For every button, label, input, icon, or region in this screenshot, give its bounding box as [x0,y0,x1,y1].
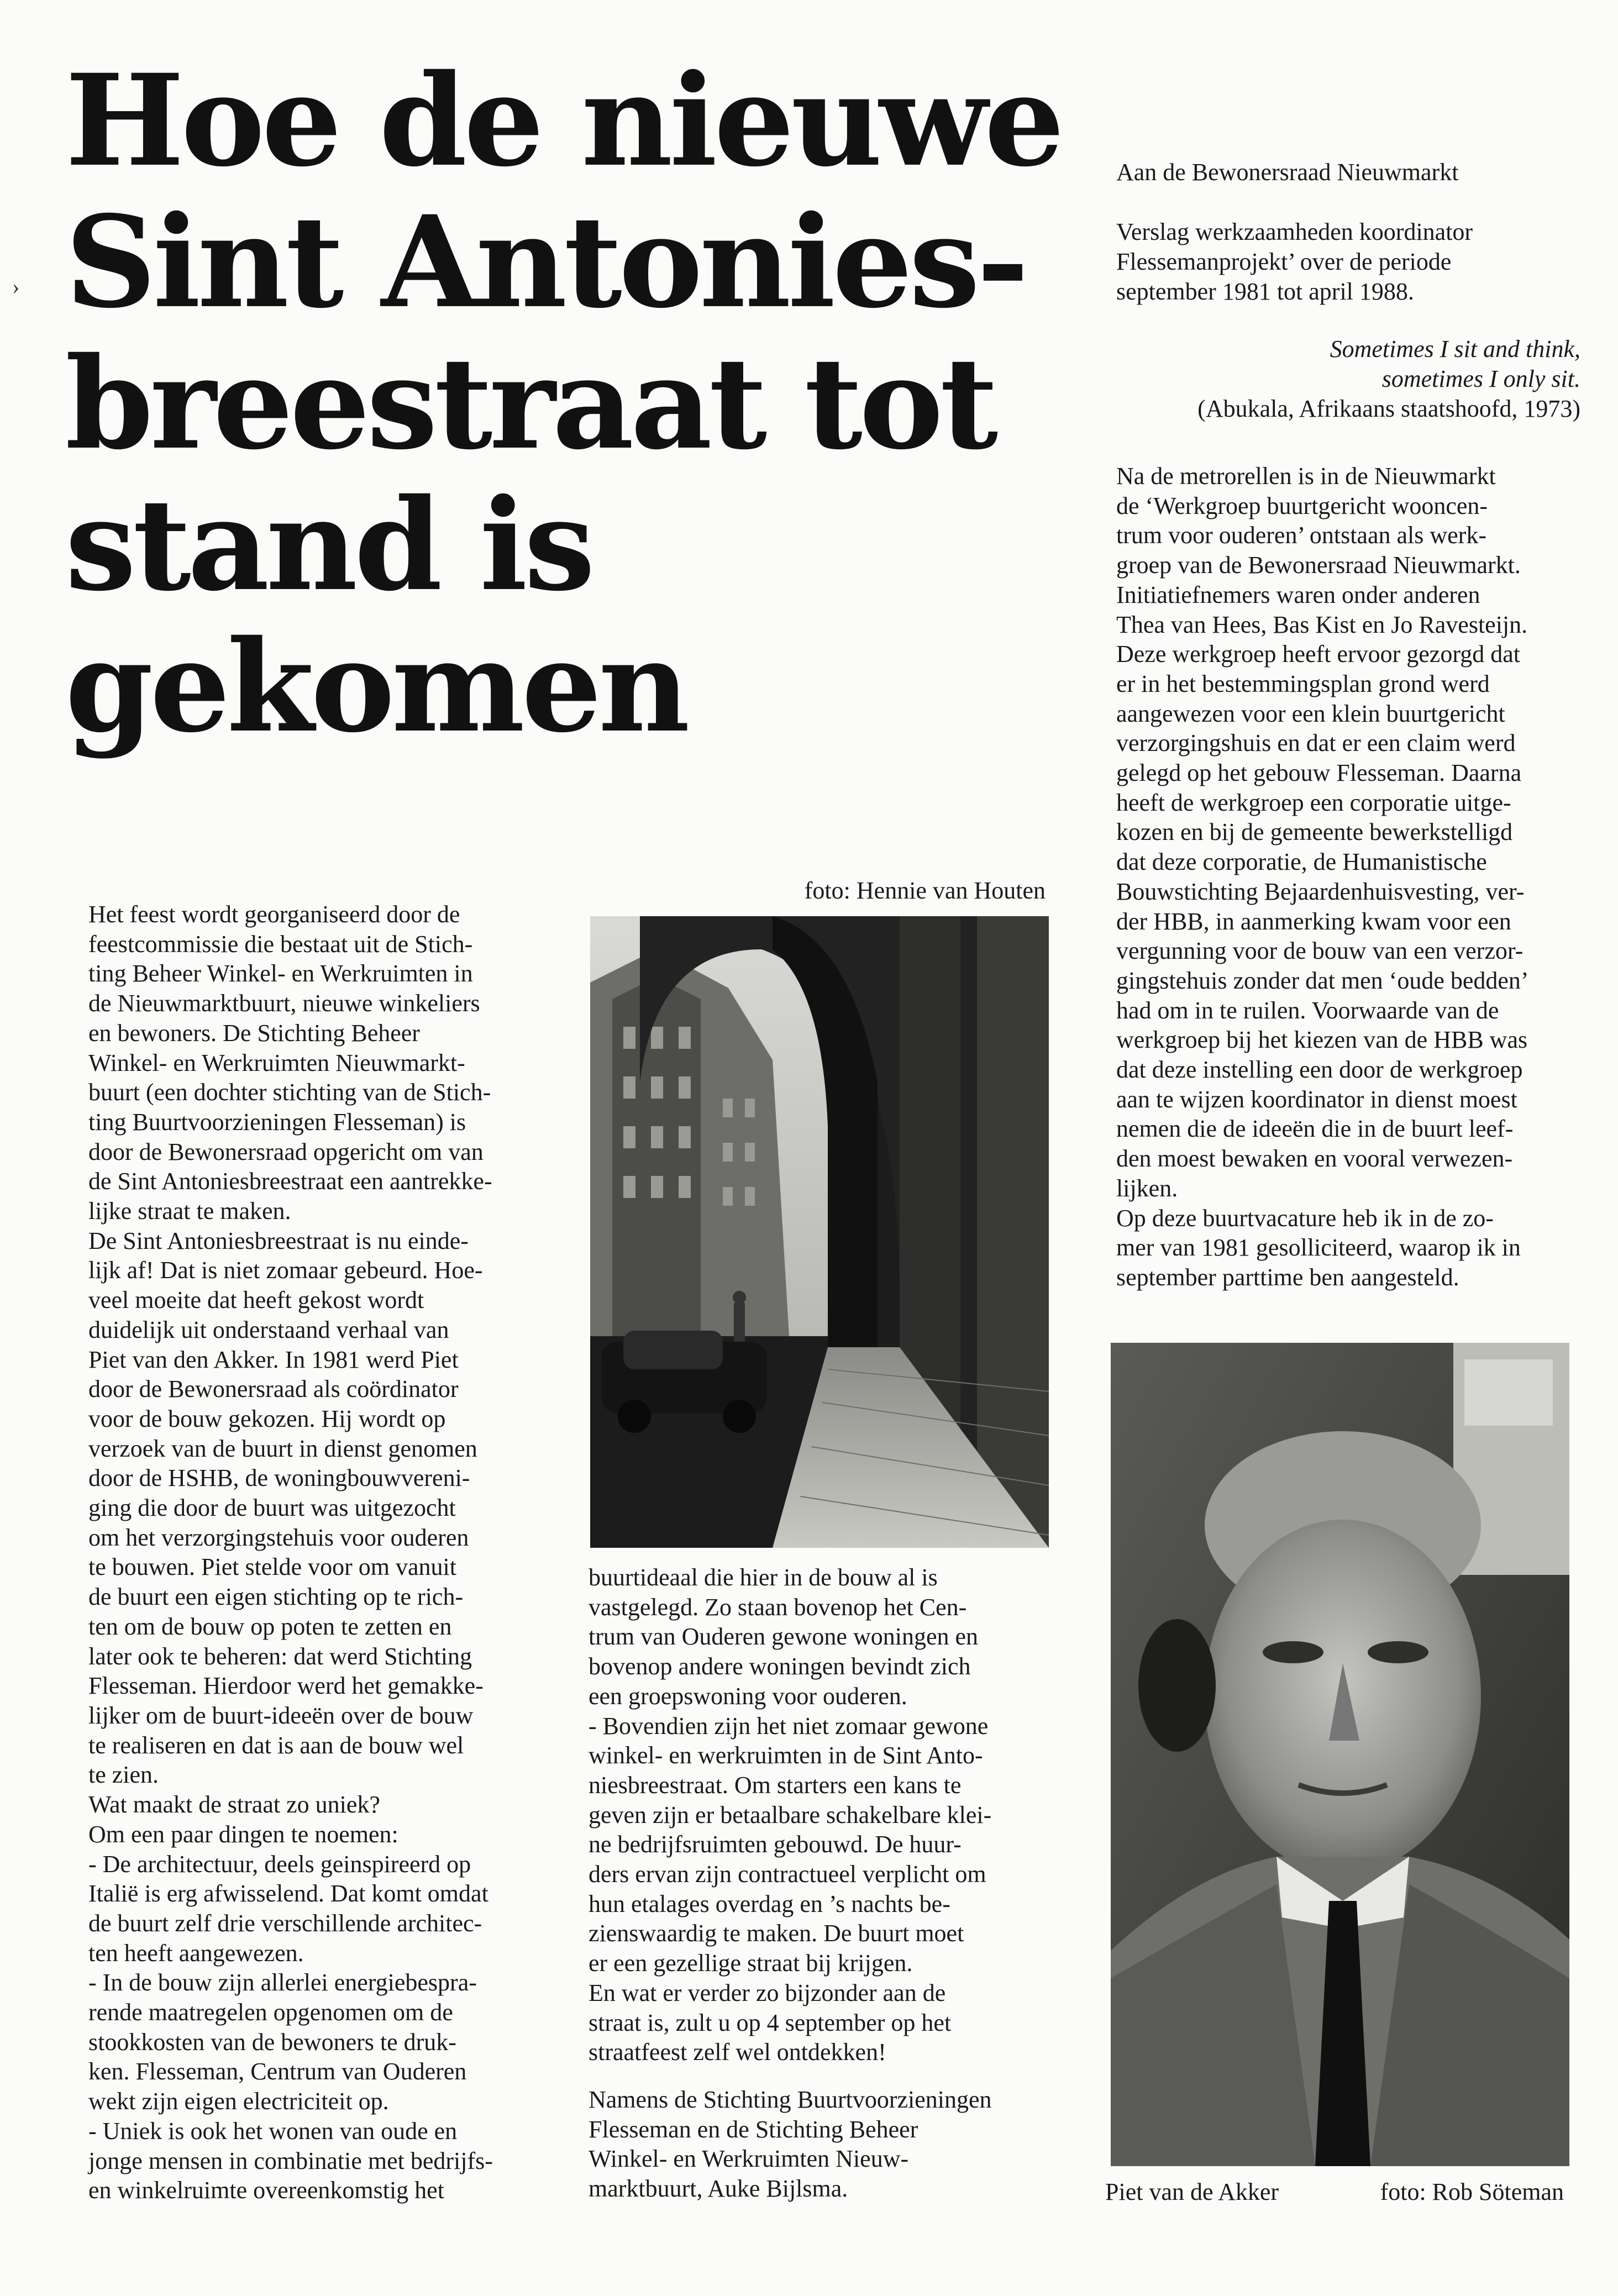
text-line: Piet van den Akker. In 1981 werd Piet [88,1346,459,1373]
text-line: verzoek van de buurt in dienst genomen [88,1435,477,1462]
text-line: rende maatregelen opgenomen om de [88,1999,453,2026]
text-line: wekt zijn eigen electriciteit op. [88,2088,389,2115]
report-title-line: september 1981 tot april 1988. [1116,278,1414,305]
text-line: lijk af! Dat is niet zomaar gebeurd. Hoe- [88,1257,483,1284]
text-line: geven zijn er betaalbare schakelbare klei- [589,1801,992,1829]
text-line: Na de metrorellen is in de Nieuwmarkt [1116,463,1496,490]
text-line: en bewoners. De Stichting Beheer [88,1019,420,1047]
quote-line: Sometimes I sit and think, [1330,335,1580,362]
quote-line: sometimes I only sit. [1381,365,1580,392]
text-line: Thea van Hees, Bas Kist en Jo Ravesteijn. [1116,611,1528,638]
text-line: Om een paar dingen te noemen: [88,1820,398,1848]
text-line: ting Beheer Winkel- en Werkruimten in [88,960,473,987]
text-line: dat deze instelling een door de werkgroep [1116,1056,1523,1084]
text-line: had om in te ruilen. Voorwaarde van de [1116,996,1499,1024]
report-title-line: Verslag werkzaamheden koordinator [1116,218,1473,245]
text-line: Italië is erg afwisselend. Dat komt omdat [88,1880,488,1908]
signoff-line: Winkel- en Werkruimten Nieuw- [589,2145,909,2173]
text-line: en winkelruimte overeenkomstig het [88,2177,444,2204]
text-line: bovenop andere woningen bevindt zich [589,1653,971,1680]
signoff-line: Flesseman en de Stichting Beheer [589,2115,918,2143]
text-line: groep van de Bewonersraad Nieuwmarkt. [1116,551,1521,579]
text-line: ging die door de buurt was uitgezocht [88,1494,456,1522]
text-line: ken. Flesseman, Centrum van Ouderen [88,2058,467,2085]
text-line: dat deze corporatie, de Humanistische [1116,848,1487,876]
text-line: straatfeest zelf wel ontdekken! [589,2038,886,2066]
text-line: heeft de werkgroep een corporatie uitge- [1116,789,1511,816]
portrait-caption-credit: foto: Rob Söteman [1380,2178,1564,2205]
article-column-3 [1116,461,1580,1293]
text-line: kozen en bij de gemeente bewerkstelligd [1116,818,1513,846]
text-line: lijke straat te maken. [88,1197,291,1225]
text-line: een groepswoning voor ouderen. [589,1682,907,1710]
portrait-photo [1111,1343,1569,2166]
text-line: zienswaardig te maken. De buurt moet [589,1920,964,1947]
text-line: - De architectuur, deels geinspireerd op [88,1850,471,1878]
text-line: vergunning voor de bouw van een verzor- [1116,937,1524,965]
text-line: ders ervan zijn contractueel verplicht om [589,1861,986,1888]
text-line: de Sint Antoniesbreestraat een aantrekke- [88,1168,492,1195]
text-line: Winkel- en Werkruimten Nieuwmarkt- [88,1049,465,1076]
text-line: door de Bewonersraad opgericht om van [88,1138,484,1165]
text-line: om het verzorgingstehuis voor ouderen [88,1523,469,1551]
text-line: de Nieuwmarktbuurt, nieuwe winkeliers [88,990,480,1017]
text-line: ting Buurtvoorzieningen Flesseman) is [88,1108,466,1136]
text-line: ten om de bouw op poten te zetten en [88,1612,452,1640]
text-line: later ook te beheren: dat werd Stichting [88,1642,472,1670]
text-line: trum van Ouderen gewone woningen en [589,1623,979,1651]
text-line: gingstehuis zonder dat men ‘oude bedden’ [1116,966,1529,994]
text-line: verzorgingshuis en dat er een claim werd [1116,729,1516,757]
text-line: duidelijk uit onderstaand verhaal van [88,1316,449,1343]
text-line: te realiseren en dat is aan de bouw wel [88,1731,464,1759]
quote-attribution: (Abukala, Afrikaans staatshoofd, 1973) [1197,395,1580,422]
text-line: buurt (een dochter stichting van de Stich- [88,1079,491,1106]
headline-line: breestraat tot [65,329,995,477]
text-line: september parttime ben aangesteld. [1116,1263,1459,1291]
text-line: de buurt een eigen stichting op te rich- [88,1583,464,1611]
text-line: jonge mensen in combinatie met bedrijfs- [88,2147,493,2174]
text-line: Initiatiefnemers waren onder anderen [1116,581,1480,608]
text-line: nemen die de ideeën die in de buurt leef- [1116,1115,1514,1143]
text-line: gelegd op het gebouw Flesseman. Daarna [1116,759,1522,787]
text-line: lijker om de buurt-ideeën over de bouw [88,1701,474,1729]
text-line: straat is, zult u op 4 september op het [589,2009,952,2036]
text-line: te bouwen. Piet stelde voor om vanuit [88,1553,456,1581]
text-line: trum voor ouderen’ ontstaan als werk- [1116,522,1486,549]
article-column-1 [88,900,542,2205]
text-line: Op deze buurtvacature heb ik in de zo- [1116,1204,1494,1232]
text-line: aan te wijzen koordinator in dienst moest [1116,1085,1517,1113]
street-arcade-photo [590,916,1049,1548]
text-line: feestcommissie die bestaat uit de Stich- [88,930,473,958]
text-line: buurtideaal die hier in de bouw al is [589,1564,938,1591]
article-column-2 [589,1563,1042,2204]
text-line: er een gezellige straat bij krijgen. [589,1950,913,1977]
text-line: den moest bewaken en vooral verwezen- [1116,1145,1513,1173]
report-title-line: Flessemanprojekt’ over de periode [1116,248,1452,275]
text-line: aangewezen voor een klein buurtgericht [1116,700,1505,727]
text-line: Flesseman. Hierdoor werd het gemakke- [88,1672,484,1700]
text-line: ne bedrijfsruimten gebouwd. De huur- [589,1831,962,1858]
text-line: vastgelegd. Zo staan bovenop het Cen- [589,1593,967,1621]
text-line: - Bovendien zijn het niet zomaar gewone [589,1712,989,1740]
text-line: winkel- en werkruimten in de Sint Anto- [589,1742,983,1769]
text-line: der HBB, in aanmerking kwam voor een [1116,907,1511,935]
text-line: mer van 1981 gesolliciteerd, waarop ik in [1116,1234,1521,1262]
text-line: En wat er verder zo bijzonder aan de [589,1979,946,2006]
text-line: - Uniek is ook het wonen van oude en [88,2117,458,2145]
text-line: Bouwstichting Bejaardenhuisvesting, ver- [1116,878,1525,905]
text-line: te zien. [88,1761,159,1789]
text-line: door de Bewonersraad als coördinator [88,1375,459,1403]
text-line: - In de bouw zijn allerlei energiebespra- [88,1969,477,1996]
text-line: de ‘Werkgroep buurtgericht wooncen- [1116,492,1488,519]
text-line: ten heeft aangewezen. [88,1939,304,1967]
text-line: veel moeite dat heeft gekost wordt [88,1286,424,1314]
headline-line: stand is [65,471,592,619]
signoff-line: Namens de Stichting Buurtvoorzieningen [589,2085,992,2113]
text-line: Het feest wordt georganiseerd door de [88,901,460,928]
street-arcade-image [590,916,1049,1548]
portrait-image [1111,1343,1569,2166]
portrait-caption-name: Piet van de Akker [1105,2178,1279,2205]
text-line: er in het bestemmingsplan grond werd [1116,670,1490,697]
text-line: stookkosten van de bewoners te druk- [88,2028,456,2056]
margin-mark: › [12,274,20,299]
text-line: niesbreestraat. Om starters een kans te [589,1771,962,1799]
text-line: werkgroep bij het kiezen van de HBB was [1116,1026,1528,1054]
headline-line: Sint Antonies- [65,188,1026,336]
text-line: Wat maakt de straat zo uniek? [88,1791,380,1819]
signoff-line: marktbuurt, Auke Bijlsma. [589,2175,848,2203]
text-line: door de HSHB, de woningbouwvereni- [88,1464,470,1492]
text-line: voor de bouw gekozen. Hij wordt op [88,1405,446,1432]
text-line: hun etalages overdag en ’s nachts be- [589,1890,950,1917]
photo-credit: foto: Hennie van Houten [804,877,1046,904]
headline [65,46,1115,760]
text-line: De Sint Antoniesbreestraat is nu einde- [88,1227,469,1254]
headline-line: Hoe de nieuwe [65,46,1062,195]
report-title [1116,217,1580,307]
headline-line: gekomen [65,612,687,760]
text-line: de buurt zelf drie verschillende architec- [88,1909,482,1937]
epigraph-quote [1116,334,1580,424]
text-line: lijken. [1116,1174,1178,1202]
text-line: Deze werkgroep heeft ervoor gezorgd dat [1116,640,1520,668]
addressee: Aan de Bewonersraad Nieuwmarkt [1116,159,1459,186]
